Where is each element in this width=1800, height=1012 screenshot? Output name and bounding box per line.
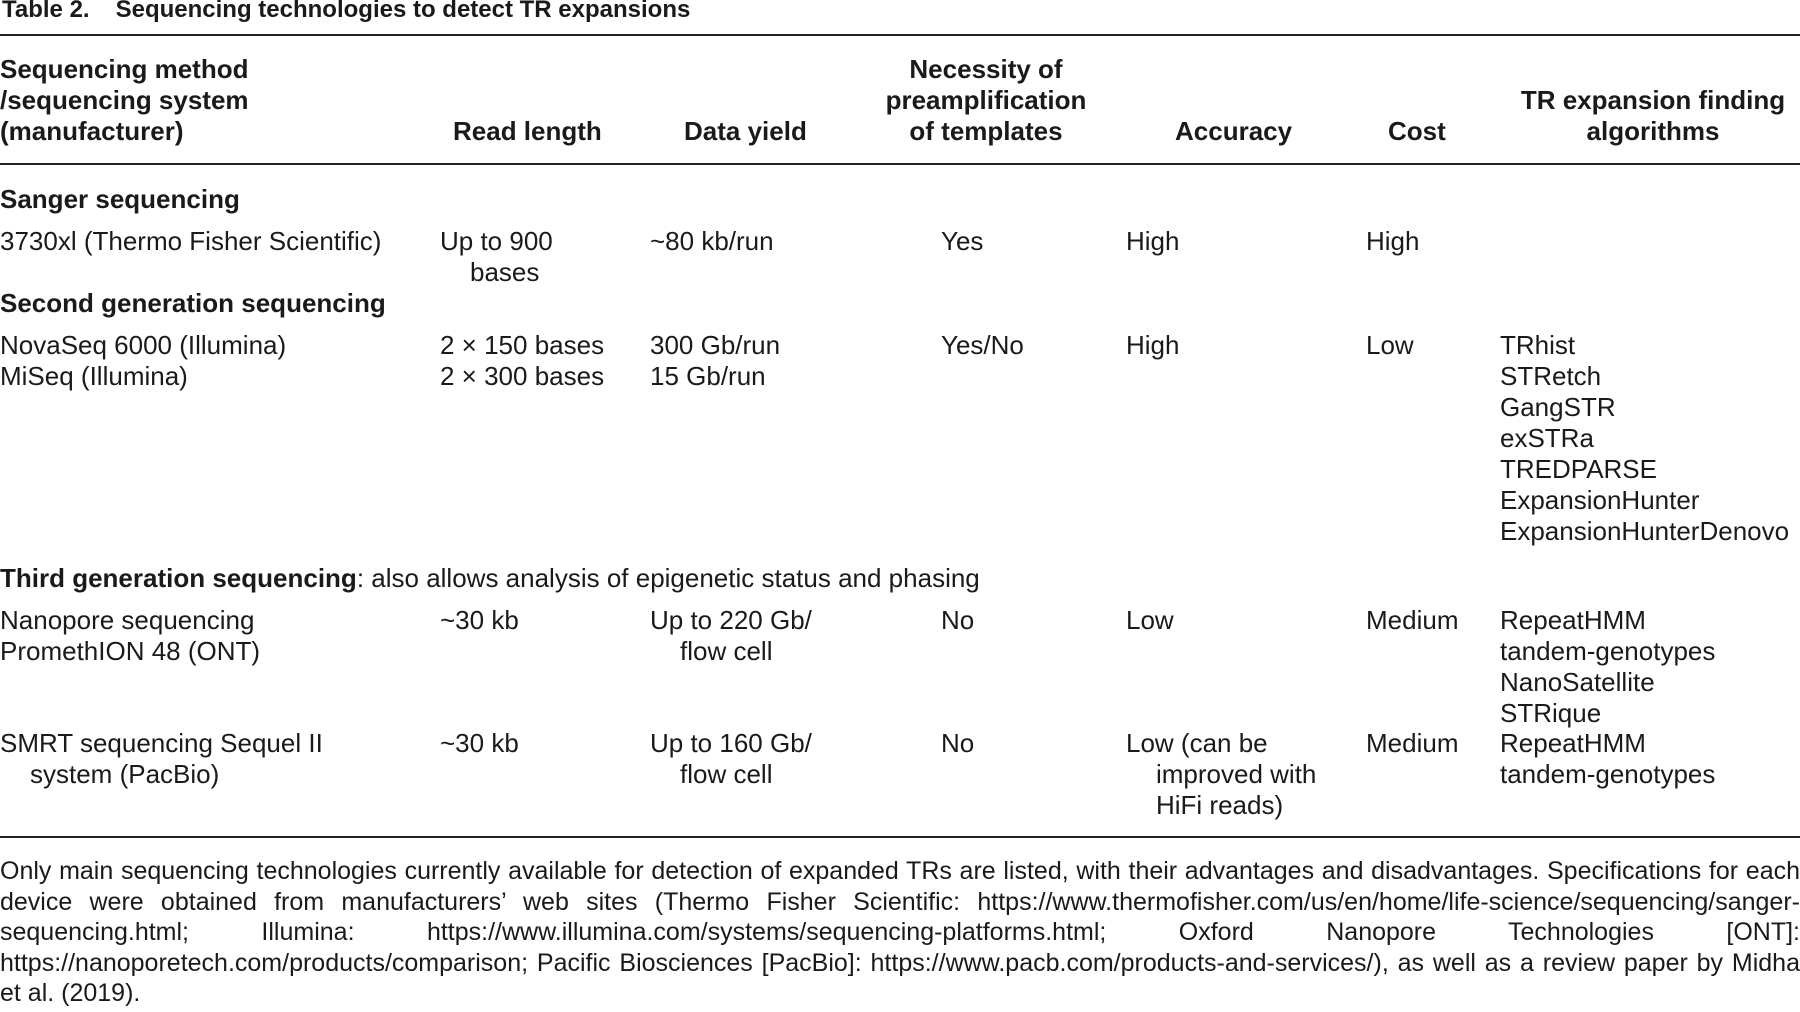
table-footnote: Only main sequencing technologies currently available for detection of expanded TRs are listed, with their advantages and disadvantages. Specifications for each device were obtained from manufacturers’ web sites (Thermo Fisher Scientific: https://www.thermofisher.com/us/en/home/life-science/sequencing/sanger-sequencing.html; Illumina: https://www.illumina.com/systems/sequencing-platforms.html; Oxford Nanopore Technologies [ONT]: https://nanoporetech.com/products/comparison; Pacific Biosciences [PacBio]: https://www.pacb.com/products-and-services/), as well as a review paper by Midha et al. (2019). [0, 857, 1800, 1007]
header-preamplification: Necessity of preamplification of templates [885, 54, 1087, 146]
algorithm-item: GangSTR [1500, 392, 1616, 422]
algorithm-item: tandem-genotypes [1500, 759, 1716, 789]
algorithm-item: TRhist [1500, 330, 1576, 360]
top-rule [0, 34, 1800, 36]
row-pacbio-preamp: No [941, 728, 975, 758]
row-pacbio-read-length: ~30 kb [440, 728, 519, 758]
row-nanopore-data-yield: Up to 220 Gb/ flow cell [650, 605, 812, 666]
header-rule [0, 163, 1800, 165]
algorithm-item: tandem-genotypes [1500, 636, 1716, 666]
row-pacbio-accuracy: Low (can be improved with HiFi reads) [1126, 728, 1317, 820]
algorithm-item: RepeatHMM [1500, 605, 1646, 635]
row-nanopore-preamp: No [941, 605, 975, 635]
row-sanger-cost: High [1366, 226, 1420, 256]
row-illumina-method: NovaSeq 6000 (Illumina) MiSeq (Illumina) [0, 330, 287, 391]
section-sanger: Sanger sequencing [0, 184, 240, 214]
section-third-generation: Third generation sequencing: also allows analysis of epigenetic status and phasing [0, 563, 980, 593]
row-sanger-data-yield: ~80 kb/run [650, 226, 774, 256]
table-title: Sequencing technologies to detect TR expansions [115, 0, 691, 23]
algorithm-item: STRetch [1500, 361, 1602, 391]
row-nanopore-method: Nanopore sequencing PromethION 48 (ONT) [0, 605, 261, 666]
algorithm-item: TREDPARSE [1500, 454, 1657, 484]
row-nanopore-cost: Medium [1366, 605, 1459, 635]
algorithm-item: RepeatHMM [1500, 728, 1646, 758]
row-illumina-data-yield: 300 Gb/run 15 Gb/run [650, 330, 781, 391]
algorithm-item: ExpansionHunter [1500, 485, 1700, 515]
algorithm-item: exSTRa [1500, 423, 1594, 453]
algorithm-item: STRique [1500, 698, 1602, 728]
row-nanopore-accuracy: Low [1126, 605, 1174, 635]
row-illumina-read-length: 2 × 150 bases 2 × 300 bases [440, 330, 605, 391]
row-sanger-preamp: Yes [941, 226, 984, 256]
bottom-rule [0, 836, 1800, 838]
row-pacbio-data-yield: Up to 160 Gb/ flow cell [650, 728, 812, 789]
header-algorithms: TR expansion finding algorithms [1520, 85, 1786, 146]
row-sanger-method: 3730xl (Thermo Fisher Scientific) [0, 226, 382, 256]
row-nanopore-read-length: ~30 kb [440, 605, 519, 635]
table-label: Table 2. [2, 0, 90, 23]
row-illumina-cost: Low [1366, 330, 1414, 360]
header-data-yield: Data yield [684, 116, 807, 146]
row-sanger-read-length: Up to 900 bases [440, 226, 553, 287]
header-accuracy: Accuracy [1175, 116, 1293, 146]
algorithm-item: NanoSatellite [1500, 667, 1655, 697]
section-second-generation: Second generation sequencing [0, 288, 386, 318]
row-illumina-accuracy: High [1126, 330, 1180, 360]
row-illumina-preamp: Yes/No [941, 330, 1024, 360]
row-pacbio-method: SMRT sequencing Sequel II system (PacBio) [0, 728, 323, 789]
table-caption [2, 0, 690, 24]
header-method: Sequencing method /sequencing system (manufacturer) [0, 54, 249, 146]
row-sanger-accuracy: High [1126, 226, 1180, 256]
header-read-length: Read length [453, 116, 602, 146]
algorithm-item: ExpansionHunterDenovo [1500, 516, 1790, 546]
header-cost: Cost [1388, 116, 1446, 146]
row-nanopore-algorithms [1500, 605, 1715, 729]
row-pacbio-cost: Medium [1366, 728, 1459, 758]
row-pacbio-algorithms [1500, 728, 1715, 790]
row-illumina-algorithms [1500, 330, 1789, 547]
